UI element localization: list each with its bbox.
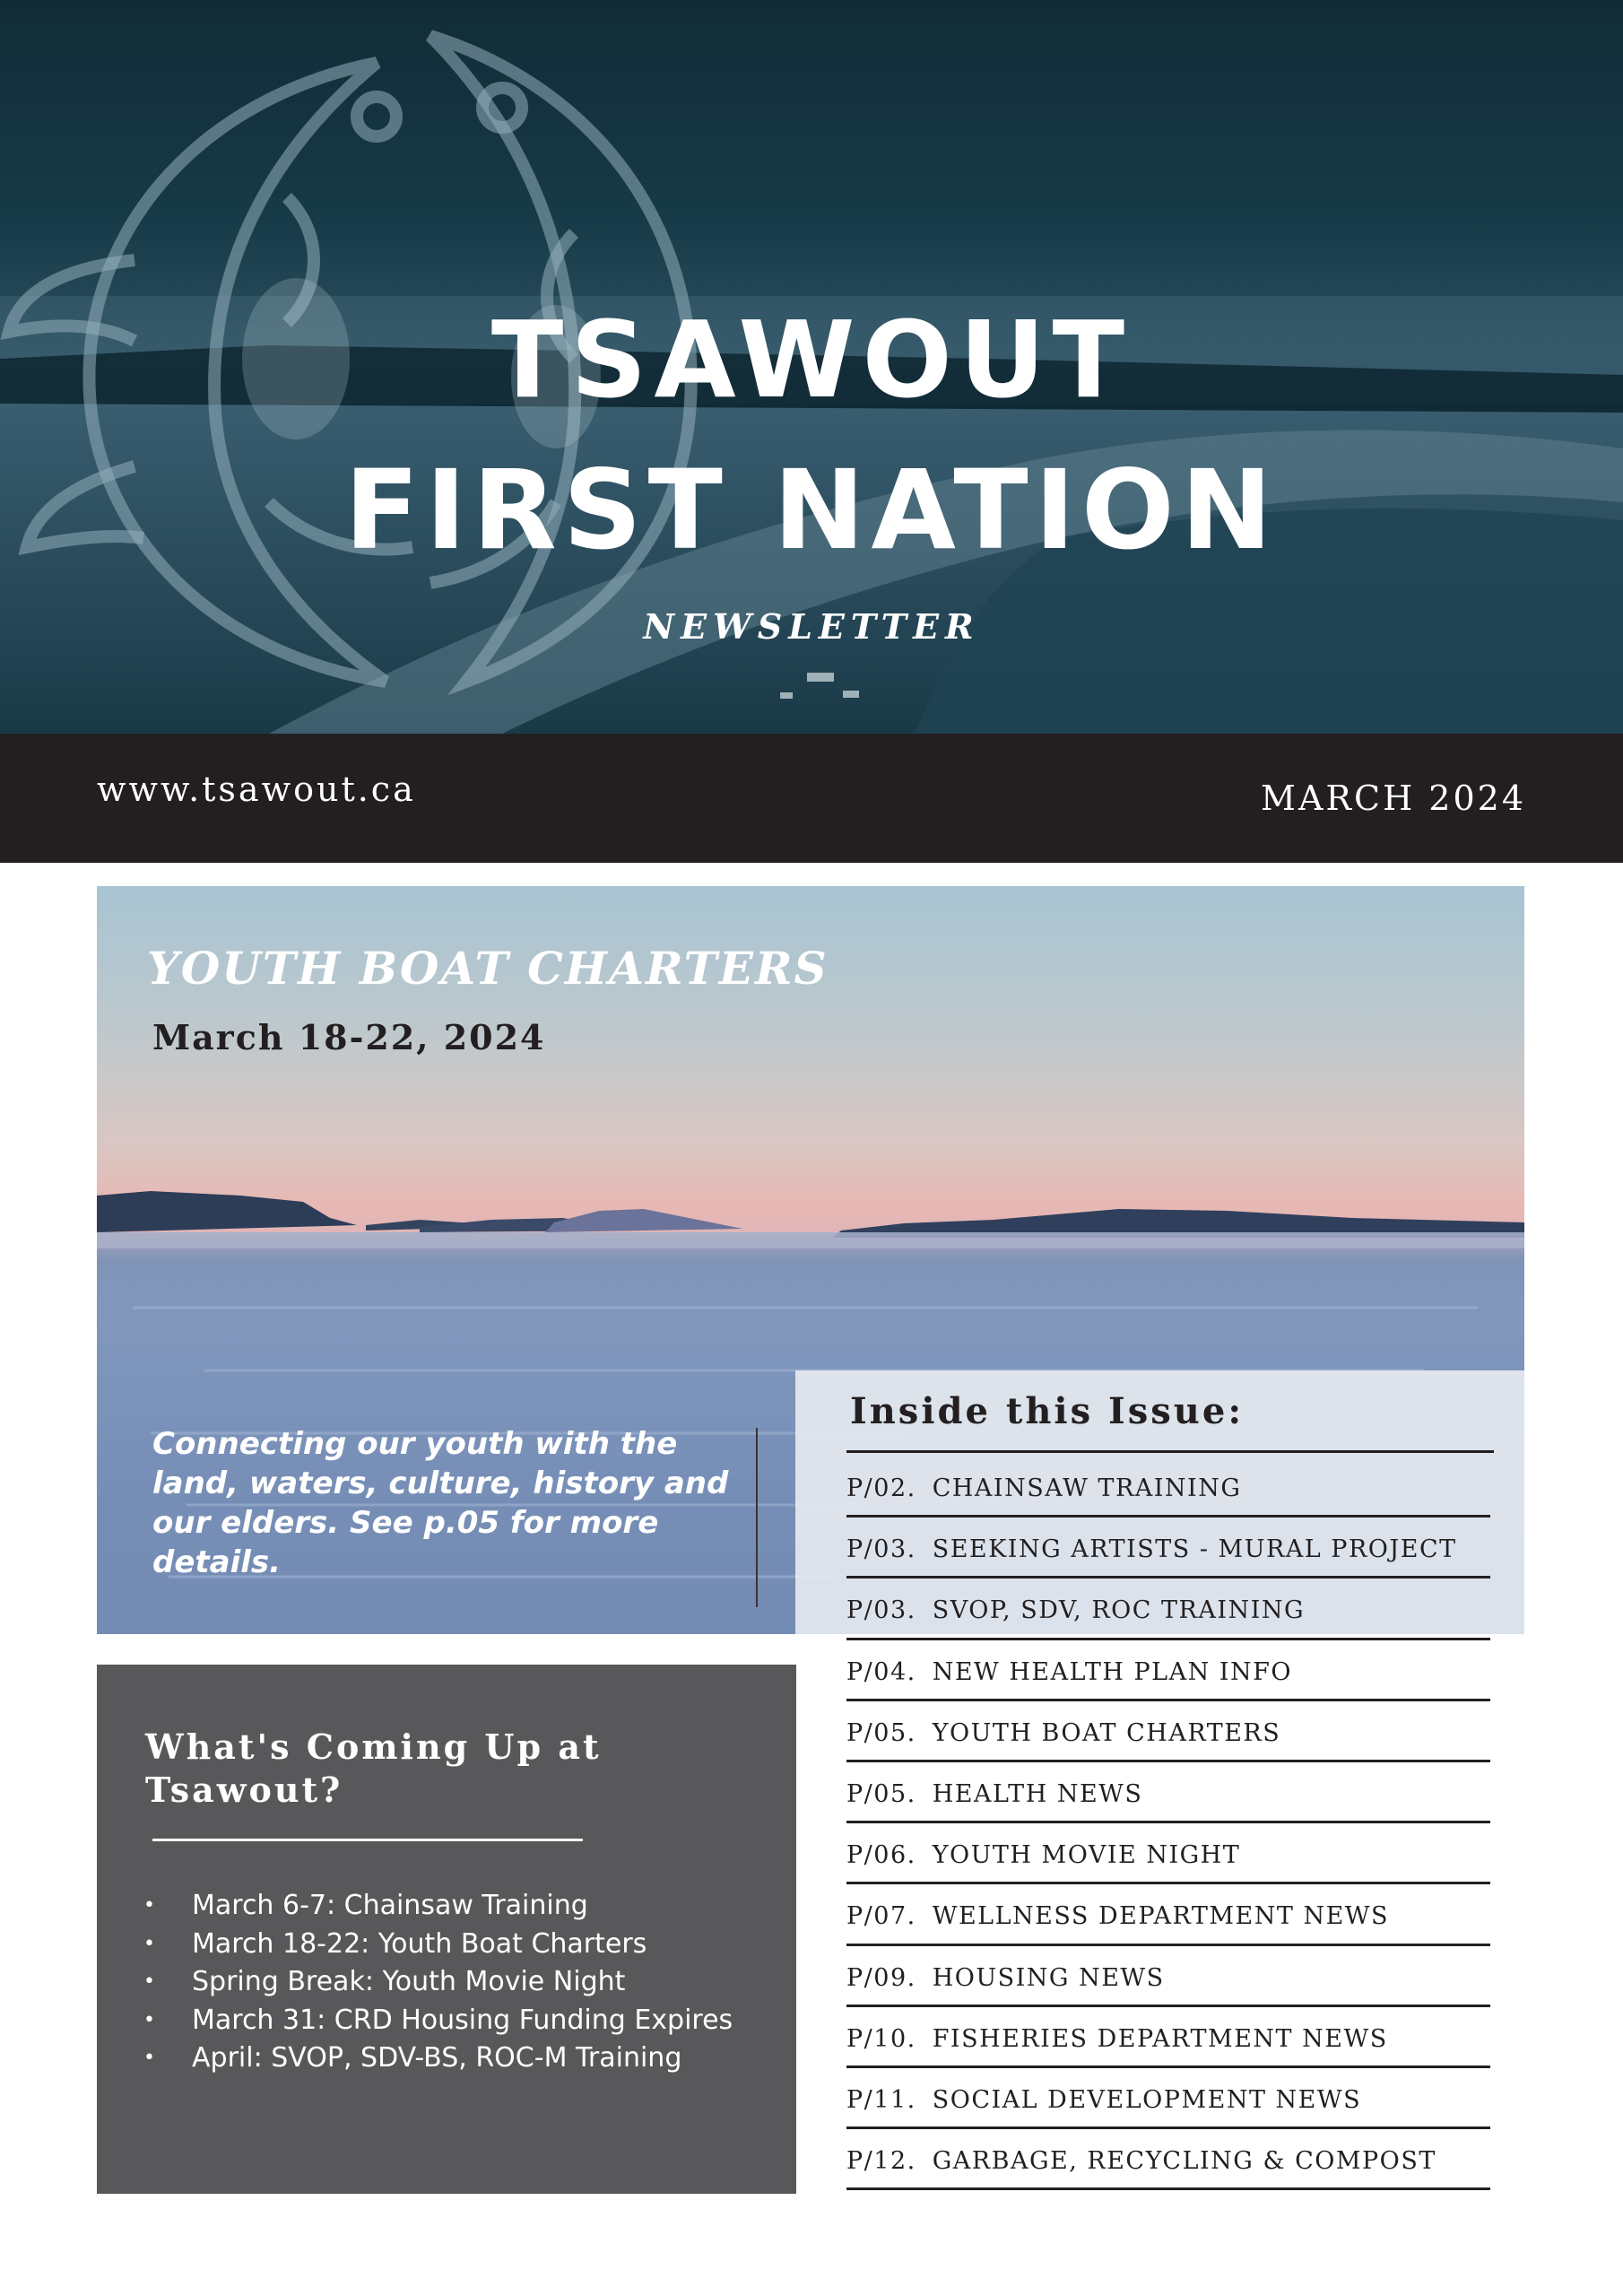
masthead — [0, 0, 1623, 734]
toc-page-number: P/06. — [846, 1841, 916, 1870]
toc-item-title: WELLNESS DEPARTMENT NEWS — [932, 1902, 1390, 1931]
toc-page-number: P/12. — [846, 2147, 916, 2176]
feature-title: YOUTH BOAT CHARTERS — [147, 942, 829, 995]
upcoming-heading: What's Coming Up at Tsawout? — [145, 1726, 602, 1810]
event-list — [143, 1887, 733, 2078]
masthead-title-line-1: TSAWOUT — [490, 298, 1133, 422]
list-item: • April: SVOP, SDV-BS, ROC-M Training — [143, 2039, 733, 2078]
upcoming-events-panel — [97, 1665, 796, 2194]
feature-date: March 18-22, 2024 — [152, 1017, 546, 1057]
toc-item-title: CHAINSAW TRAINING — [932, 1474, 1242, 1503]
toc-item[interactable] — [846, 1640, 1490, 1701]
toc-item[interactable] — [846, 1823, 1490, 1884]
toc-heading-divider — [846, 1450, 1494, 1453]
website-link[interactable]: www.tsawout.ca — [97, 770, 416, 809]
toc-page-number: P/11. — [846, 2085, 916, 2114]
toc-page-number: P/03. — [846, 1596, 916, 1625]
list-item: • March 31: CRD Housing Funding Expires — [143, 2002, 733, 2040]
toc-item[interactable] — [846, 1518, 1490, 1578]
toc-item[interactable] — [846, 1701, 1490, 1762]
toc-page-number: P/07. — [846, 1902, 916, 1931]
toc-item[interactable] — [846, 2007, 1490, 2068]
toc-item[interactable] — [846, 1578, 1490, 1639]
toc-page-number: P/09. — [846, 1963, 916, 1992]
toc-item[interactable] — [846, 1946, 1490, 2007]
toc-item-title: SOCIAL DEVELOPMENT NEWS — [932, 2085, 1362, 2114]
upcoming-divider — [152, 1839, 583, 1841]
toc-page-number: P/04. — [846, 1657, 916, 1686]
toc-item-title: YOUTH MOVIE NIGHT — [932, 1841, 1241, 1870]
toc-item-title: HOUSING NEWS — [932, 1963, 1165, 1992]
toc-item[interactable] — [846, 1457, 1490, 1518]
toc-page-number: P/05. — [846, 1780, 916, 1809]
list-item: • Spring Break: Youth Movie Night — [143, 1963, 733, 2002]
toc-item-title: NEW HEALTH PLAN INFO — [932, 1657, 1292, 1686]
feature-caption: Connecting our youth with the land, waters, culture, history and our elders. See p.05 for more details. — [152, 1426, 729, 1580]
list-item: • March 18-22: Youth Boat Charters — [143, 1926, 733, 1964]
table-of-contents — [846, 1457, 1490, 2190]
caption-divider — [756, 1428, 758, 1607]
info-bar — [0, 734, 1623, 863]
toc-item[interactable] — [846, 1884, 1490, 1945]
toc-page-number: P/03. — [846, 1535, 916, 1564]
toc-page-number: P/05. — [846, 1718, 916, 1747]
masthead-subtitle: NEWSLETTER — [643, 606, 980, 647]
toc-item-title: GARBAGE, RECYCLING & COMPOST — [932, 2147, 1436, 2176]
list-item: • March 6-7: Chainsaw Training — [143, 1887, 733, 1926]
toc-heading: Inside this Issue: — [850, 1390, 1245, 1432]
toc-item[interactable] — [846, 2129, 1490, 2190]
toc-item[interactable] — [846, 2068, 1490, 2129]
toc-item-title: YOUTH BOAT CHARTERS — [932, 1718, 1281, 1747]
toc-item-title: SEEKING ARTISTS - MURAL PROJECT — [932, 1535, 1457, 1564]
toc-page-number: P/02. — [846, 1474, 916, 1503]
toc-item[interactable] — [846, 1762, 1490, 1823]
toc-item-title: HEALTH NEWS — [932, 1780, 1143, 1809]
toc-page-number: P/10. — [846, 2024, 916, 2053]
toc-item-title: FISHERIES DEPARTMENT NEWS — [932, 2024, 1388, 2053]
issue-date: MARCH 2024 — [1261, 778, 1526, 818]
toc-item-title: SVOP, SDV, ROC TRAINING — [932, 1596, 1306, 1625]
masthead-title-line-2: FIRST NATION — [344, 447, 1279, 574]
